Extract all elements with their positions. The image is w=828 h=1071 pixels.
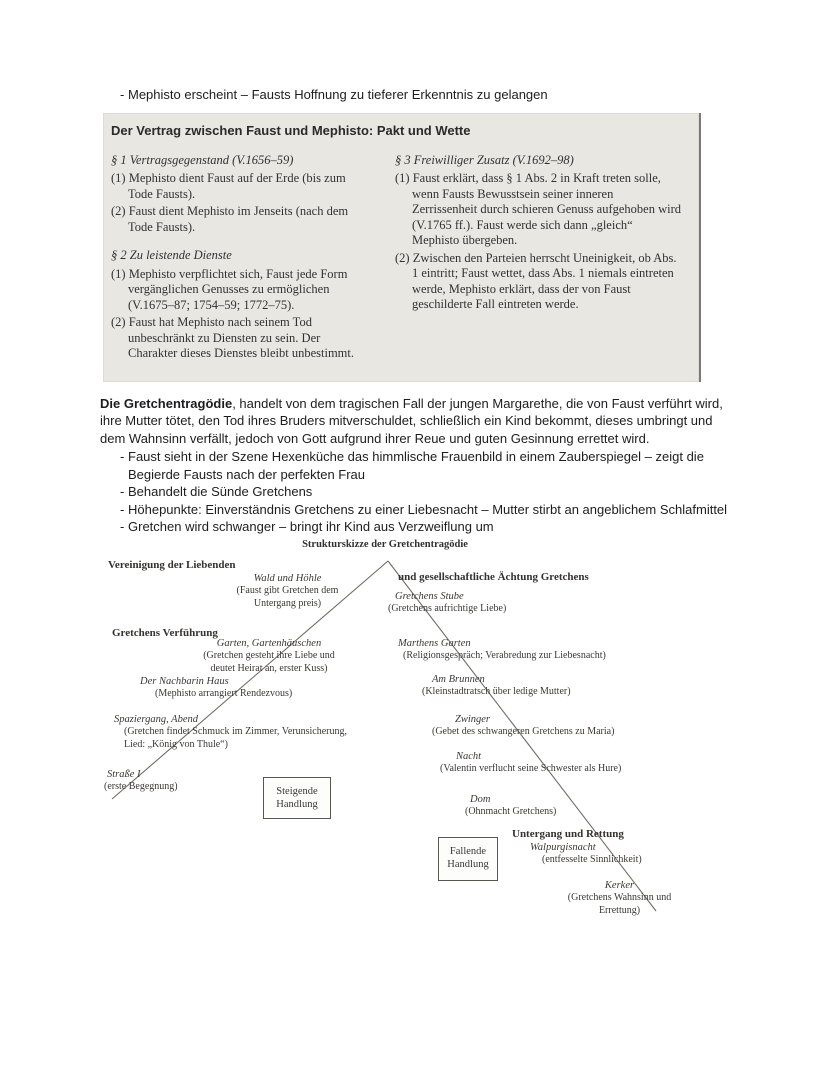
list-item	[100, 483, 736, 501]
gretchen-lead-rest: , handelt von dem tragischen Fall der jungen Margarethe, die von Faust verführt wird, ihre Mutter tötet, den Tod ihres Bruders mitverschuldet, schließlich ein Kind bekommt, dieses umbringt und dem Wahnsinn verfällt, jedoch von Gott aufgrund ihrer Reue und guten Gesinnung errettet wird.	[100, 395, 723, 446]
falling-action-box: Fallende Handlung	[438, 837, 498, 881]
scene-title: Spaziergang, Abend	[114, 713, 198, 725]
rising-action-box: Steigende Handlung	[263, 777, 331, 819]
scene-title: Der Nachbarin Haus	[140, 675, 229, 687]
contract-scan-image	[103, 113, 701, 382]
scene-sub: (erste Begegnung)	[104, 781, 178, 792]
section-heading: § 1 Vertragsgegenstand (V.1656–59)	[111, 152, 294, 167]
contract-clause: (2) Zwischen den Parteien herrscht Uneinigkeit, ob Abs. 1 eintritt; Faust wettet, dass Abs. 1 niemals eintreten werde, Mephisto erklärt, dass der von Faust geschilderte Fall eintreten werde.	[395, 250, 677, 311]
contract-clause: (2) Faust dient Mephisto im Jenseits (nach dem Tode Fausts).	[111, 204, 349, 234]
contract-clause: (1) Faust erklärt, dass § 1 Abs. 2 in Kraft treten solle, wenn Fausts Bewusstsein seiner inneren Zerrissenheit durch schieren Genuss aufgehoben wird (V.1765 ff.). Faust werde sich dann „gleich“ Mephisto übergeben.	[395, 171, 682, 247]
diagram-heading-downfall: Untergang und Rettung	[512, 827, 624, 840]
scene-sub: (entfesselte Sinnlichkeit)	[542, 854, 642, 865]
gretchen-paragraph	[100, 395, 736, 448]
diagram-node-nachbarin-haus	[140, 676, 340, 701]
contract-clause: (2) Faust hat Mephisto nach seinem Tod unbeschränkt zu Diensten zu sein. Der Charakter dieses Dienstes bleibt unbestimmt.	[111, 315, 354, 360]
list-item	[100, 448, 736, 483]
scene-title: Kerker	[604, 879, 635, 891]
intro-bullet-text: Mephisto erscheint – Fausts Hoffnung zu tieferer Erkenntnis zu gelangen	[128, 87, 548, 102]
diagram-heading-seduction: Gretchens Verführung	[112, 626, 218, 639]
list-item-text: Faust sieht in der Szene Hexenküche das himmlische Frauenbild in einem Zauberspiegel – zeigt die Begierde Fausts nach der perfekten Frau	[128, 449, 704, 482]
gretchen-bullet-list	[100, 448, 736, 536]
bullet-dash: -	[120, 484, 125, 499]
scene-title: Zwinger	[455, 713, 491, 725]
diagram-node-nacht	[440, 751, 665, 776]
scene-title: Gretchens Stube	[395, 590, 464, 602]
contract-clause: (1) Mephisto dient Faust auf der Erde (bis zum Tode Fausts).	[111, 171, 346, 201]
scene-sub: (Gretchens aufrichtige Liebe)	[388, 603, 507, 614]
diagram-node-am-brunnen	[422, 674, 642, 699]
contract-clause: (1) Mephisto verpflichtet sich, Faust jede Form vergänglichen Genusses zu ermöglichen (V.1675–87; 1754–59; 1772–75).	[111, 266, 348, 312]
diagram-node-gretchens-stube	[388, 591, 588, 616]
diagram-title: Strukturskizze der Gretchentragödie	[302, 538, 468, 550]
diagram-node-garten	[195, 638, 343, 676]
scene-sub: (Kleinstadtratsch über ledige Mutter)	[422, 686, 571, 697]
bullet-dash: -	[120, 519, 125, 534]
scene-sub: (Mephisto arrangiert Rendezvous)	[155, 688, 293, 699]
scene-title: Marthens Garten	[398, 637, 471, 649]
scene-title: Garten, Gartenhäuschen	[216, 637, 322, 649]
section-heading: § 3 Freiwilliger Zusatz (V.1692–98)	[395, 152, 574, 167]
scene-sub: (Faust gibt Gretchen dem Untergang preis)	[236, 585, 339, 609]
list-item-text: Behandelt die Sünde Gretchens	[128, 484, 313, 499]
contract-left-column	[111, 153, 361, 364]
list-item	[100, 518, 736, 536]
intro-bullet	[100, 86, 736, 104]
diagram-node-marthens-garten	[398, 638, 648, 663]
contract-columns	[111, 153, 689, 364]
scene-sub: (Gretchen findet Schmuck im Zimmer, Verunsicherung, Lied: „König von Thule“)	[124, 726, 347, 750]
scene-title: Am Brunnen	[432, 673, 485, 685]
diagram-node-dom	[465, 794, 615, 819]
gretchen-lead-bold: Die Gretchentragödie	[100, 395, 233, 411]
scene-title: Nacht	[456, 750, 482, 762]
scene-sub: (Gretchen gesteht ihre Liebe und deutet Heirat an, erster Kuss)	[203, 650, 335, 674]
scene-sub: (Gebet des schwangeren Gretchens zu Maria)	[432, 726, 615, 737]
scene-title: Dom	[470, 793, 491, 805]
diagram-node-kerker	[562, 880, 677, 918]
diagram-heading-union: Vereinigung der Liebenden	[108, 558, 236, 571]
diagram-heading-ostracism: und gesellschaftliche Ächtung Gretchens	[398, 570, 589, 583]
section-heading: § 2 Zu leistende Dienste	[111, 248, 232, 262]
diagram-node-walpurgisnacht	[530, 842, 700, 867]
diagram-node-zwinger	[432, 714, 657, 739]
bullet-dash: -	[120, 449, 125, 464]
contract-right-column	[395, 153, 681, 364]
contract-title: Der Vertrag zwischen Faust und Mephisto: Pakt und Wette	[111, 122, 471, 138]
scene-sub: (Gretchens Wahnsinn und Errettung)	[567, 892, 672, 916]
list-item-text: Höhepunkte: Einverständnis Gretchens zu einer Liebesnacht – Mutter stirbt an angeblichem Schlafmittel	[128, 501, 728, 517]
bullet-dash: -	[120, 501, 125, 517]
scene-title: Walpurgisnacht	[530, 841, 596, 853]
list-item	[100, 501, 736, 519]
structure-diagram	[100, 539, 740, 939]
scene-sub: (Ohnmacht Gretchens)	[465, 806, 557, 817]
diagram-node-strasse	[104, 769, 224, 794]
list-item-text: Gretchen wird schwanger – bringt ihr Kind aus Verzweiflung um	[128, 519, 494, 534]
diagram-node-wald-und-hoehle	[215, 573, 360, 611]
scene-sub: (Valentin verflucht seine Schwester als Hure)	[440, 763, 622, 774]
diagram-node-spaziergang	[114, 714, 354, 752]
scene-title: Wald und Höhle	[253, 572, 322, 584]
scene-title: Straße I	[107, 768, 141, 780]
bullet-dash: -	[120, 87, 125, 102]
scene-sub: (Religionsgespräch; Verabredung zur Liebesnacht)	[403, 650, 606, 661]
